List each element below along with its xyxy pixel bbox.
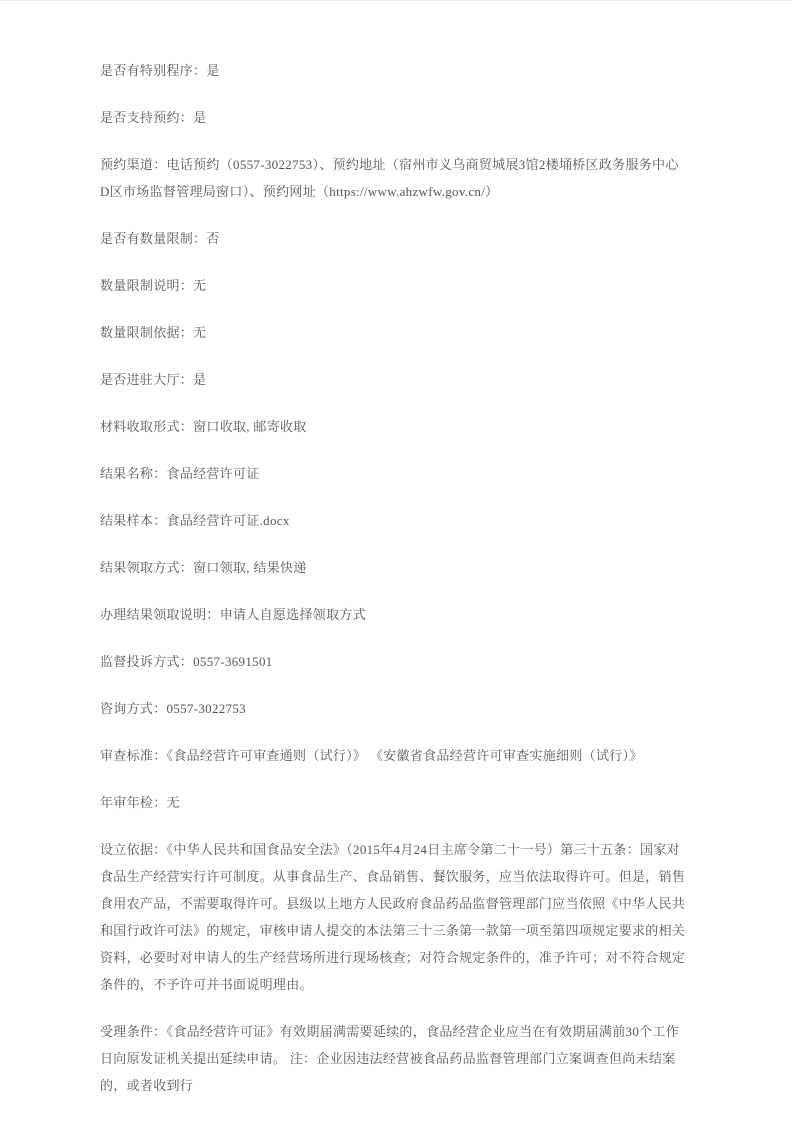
field-label: 预约渠道： <box>100 157 167 172</box>
field-annual-inspection <box>100 789 688 816</box>
field-has-special-procedure <box>100 57 688 84</box>
field-label: 结果名称： <box>100 466 167 481</box>
field-has-quantity-limit <box>100 225 688 252</box>
document-content <box>100 57 688 1099</box>
field-label: 受理条件： <box>100 1024 167 1039</box>
field-value: 是 <box>206 63 220 78</box>
field-label: 咨询方式： <box>100 701 167 716</box>
field-label: 审查标准： <box>100 748 167 763</box>
field-result-collection-method <box>100 554 688 581</box>
field-label: 材料收取形式： <box>100 419 194 434</box>
field-supports-appointment <box>100 104 688 131</box>
field-in-service-hall <box>100 366 688 393</box>
field-quantity-limit-description <box>100 272 688 299</box>
field-acceptance-conditions <box>100 1018 688 1099</box>
field-result-collection-note <box>100 601 688 628</box>
field-label: 监督投诉方式： <box>100 654 194 669</box>
document-page <box>0 1 793 1123</box>
field-label: 办理结果领取说明： <box>100 607 220 622</box>
field-value: 是 <box>193 372 207 387</box>
field-material-collection-method <box>100 413 688 440</box>
field-value: 食品经营许可证 <box>166 466 260 481</box>
field-appointment-channels <box>100 151 688 205</box>
field-value: 无 <box>193 325 207 340</box>
field-value: 窗口领取, 结果快递 <box>193 560 307 575</box>
field-value: 《食品经营许可证》有效期届满需要延续的，食品经营企业应当在有效期届满前30个工作日向原发证机关提出延续申请。 注：企业因违法经营被食品药品监督管理部门立案调查但尚未结案的，或者收到行 <box>100 1024 680 1093</box>
field-value: 食品经营许可证.docx <box>166 513 290 528</box>
field-value: 0557-3691501 <box>193 654 273 669</box>
field-label: 数量限制依据： <box>100 325 194 340</box>
field-review-standards <box>100 742 688 769</box>
field-label: 是否进驻大厅： <box>100 372 194 387</box>
field-value: 无 <box>166 795 180 810</box>
field-label: 数量限制说明： <box>100 278 194 293</box>
field-value: 《食品经营许可审查通则（试行）》 《安徽省食品经营许可审查实施细则（试行）》 <box>166 748 643 763</box>
field-label: 是否有特别程序： <box>100 63 207 78</box>
field-value: 电话预约（0557-3022753）、预约地址（宿州市义乌商贸城展3馆2楼埇桥区政务服务中心D区市场监督管理局窗口）、预约网址（https://www.ahzwfw.gov.cn/） <box>100 157 679 199</box>
field-label: 是否有数量限制： <box>100 231 207 246</box>
field-value: 否 <box>206 231 220 246</box>
field-label: 结果领取方式： <box>100 560 194 575</box>
field-value: 是 <box>193 110 207 125</box>
field-value: 《中华人民共和国食品安全法》（2015年4月24日主席令第二十一号）第三十五条：国家对食品生产经营实行许可制度。从事食品生产、食品销售、餐饮服务，应当依法取得许可。但是，销售食用农产品，不需要取得许可。县级以上地方人民政府食品药品监督管理部门应当依照《中华人民共和国行政许可法》的规定，审核申请人提交的本法第三十三条第一款第一项至第四项规定要求的相关资料，必要时对申请人的生产经营场所进行现场核查；对符合规定条件的，准予许可；对不符合规定条件的，不予许可并书面说明理由。 <box>100 842 686 992</box>
field-result-name <box>100 460 688 487</box>
field-value: 无 <box>193 278 207 293</box>
field-result-sample <box>100 507 688 534</box>
field-label: 结果样本： <box>100 513 167 528</box>
field-value: 申请人自愿选择领取方式 <box>219 607 367 622</box>
field-label: 年审年检： <box>100 795 167 810</box>
field-label: 是否支持预约： <box>100 110 194 125</box>
field-establishment-basis <box>100 836 688 998</box>
field-value: 0557-3022753 <box>166 701 246 716</box>
field-consultation-phone <box>100 695 688 722</box>
field-value: 窗口收取, 邮寄收取 <box>193 419 307 434</box>
field-quantity-limit-basis <box>100 319 688 346</box>
field-label: 设立依据： <box>100 842 167 857</box>
field-supervision-complaint-phone <box>100 648 688 675</box>
